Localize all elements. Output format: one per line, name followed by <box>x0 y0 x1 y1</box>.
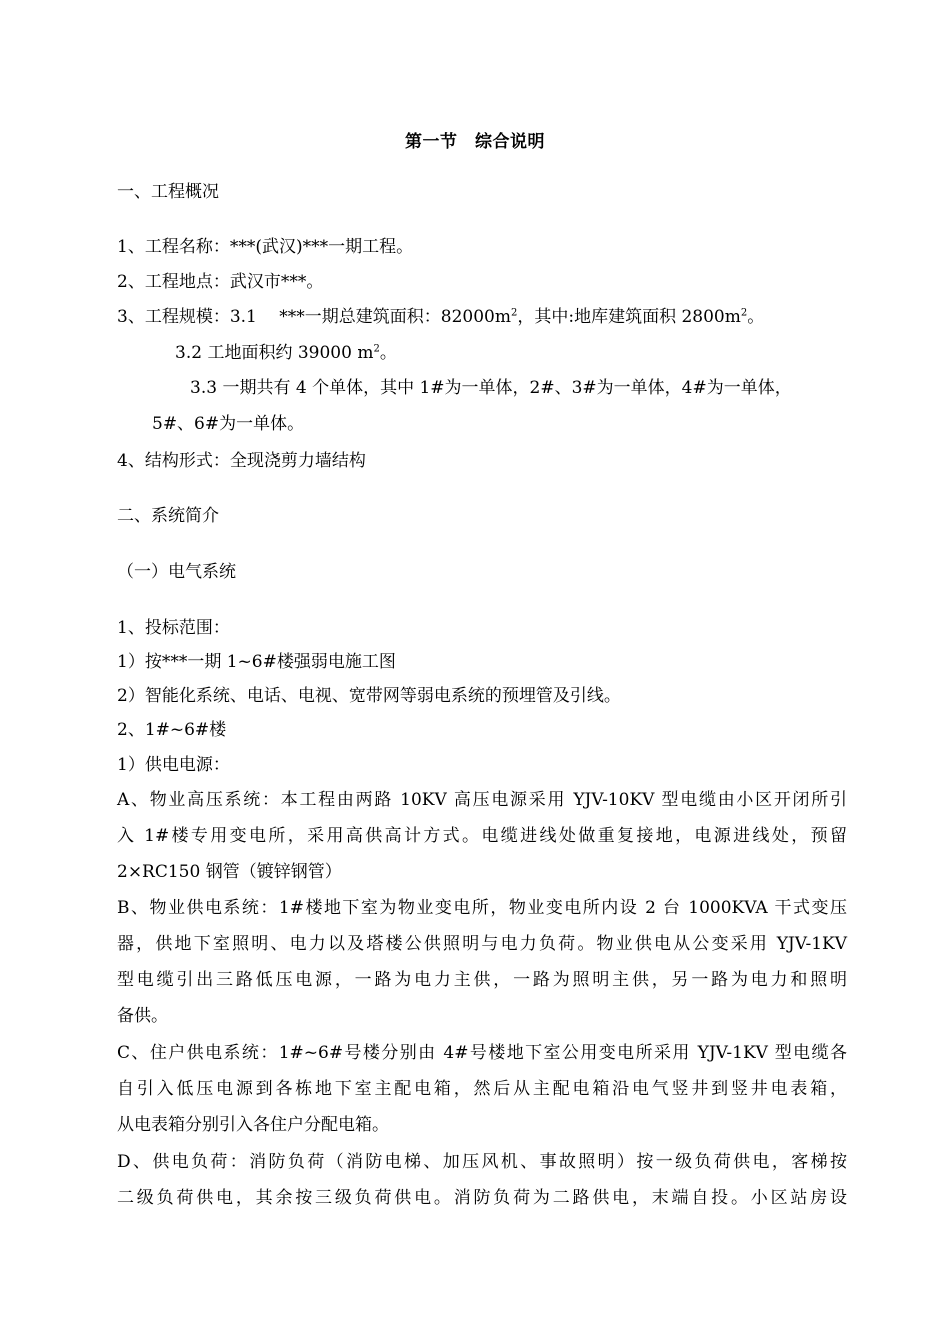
project-scale-part3: 。 <box>747 307 765 327</box>
page-title: 第一节 综合说明 <box>405 132 545 152</box>
units-description-cont: 5#、6#为一单体。 <box>152 414 305 434</box>
paragraph-c-line2: 自引入低压电源到各栋地下室主配电箱，然后从主配电箱沿电气竖井到竖井电表箱， <box>117 1079 847 1099</box>
structure-form: 4、结构形式：全现浇剪力墙结构 <box>117 451 366 471</box>
project-location: 2、工程地点：武汉市***。 <box>117 272 324 292</box>
project-name: 1、工程名称：***(武汉)***一期工程。 <box>117 237 414 257</box>
section-heading-systems: 二、系统简介 <box>117 506 219 526</box>
paragraph-b-line1: B、物业供电系统：1#楼地下室为物业变电所，物业变电所内设 2 台 1000KVA 干式变压 <box>117 898 847 918</box>
paragraph-a-line1: A、物业高压系统：本工程由两路 10KV 高压电源采用 YJV-10KV 型电缆由小区开闭所引 <box>117 790 847 810</box>
paragraph-c-line3: 从电表箱分别引入各住户分配电箱。 <box>117 1115 389 1135</box>
units-description: 3.3 一期共有 4 个单体，其中 1#为一单体，2#、3#为一单体，4#为一单体， <box>190 378 792 398</box>
site-area <box>175 343 397 363</box>
buildings-heading: 2、1#~6#楼 <box>117 720 227 740</box>
project-scale <box>117 307 764 327</box>
section-heading-overview: 一、工程概况 <box>117 182 219 202</box>
site-area-end: 。 <box>379 343 397 363</box>
paragraph-a-line3: 2×RC150 钢管（镀锌钢管） <box>117 862 342 882</box>
superscript: 2 <box>740 307 748 319</box>
site-area-text: 3.2 工地面积约 39000 m <box>175 343 374 363</box>
bid-scope-2: 2）智能化系统、电话、电视、宽带网等弱电系统的预埋管及引线。 <box>117 686 621 706</box>
paragraph-d-line2: 二级负荷供电，其余按三级负荷供电。消防负荷为二路供电，末端自投。小区站房设 <box>117 1188 847 1208</box>
project-scale-part2: ，其中:地库建筑面积 2800m <box>517 307 741 327</box>
paragraph-b-line3: 型电缆引出三路低压电源，一路为电力主供，一路为照明主供，另一路为电力和照明 <box>117 970 847 990</box>
superscript: 2 <box>373 343 380 355</box>
paragraph-c-line1: C、住户供电系统：1#~6#号楼分别由 4#号楼地下室公用变电所采用 YJV-1KV 型电缆各 <box>117 1043 847 1063</box>
paragraph-d-line1: D、供电负荷：消防负荷（消防电梯、加压风机、事故照明）按一级负荷供电，客梯按 <box>117 1152 847 1172</box>
project-scale-part1: 3、工程规模：3.1 ***一期总建筑面积：82000m <box>117 307 511 327</box>
bid-scope: 1、投标范围： <box>117 618 230 638</box>
subsection-electrical: （一）电气系统 <box>117 562 236 582</box>
paragraph-b-line4: 备供。 <box>117 1006 168 1026</box>
bid-scope-1: 1）按***一期 1~6#楼强弱电施工图 <box>117 652 396 672</box>
superscript: 2 <box>510 307 518 319</box>
paragraph-a-line2: 入 1#楼专用变电所，采用高供高计方式。电缆进线处做重复接地，电源进线处，预留 <box>117 826 847 846</box>
paragraph-b-line2: 器，供地下室照明、电力以及塔楼公供照明与电力负荷。物业供电从公变采用 YJV-1KV <box>117 934 847 954</box>
power-source-heading: 1）供电电源： <box>117 755 230 775</box>
